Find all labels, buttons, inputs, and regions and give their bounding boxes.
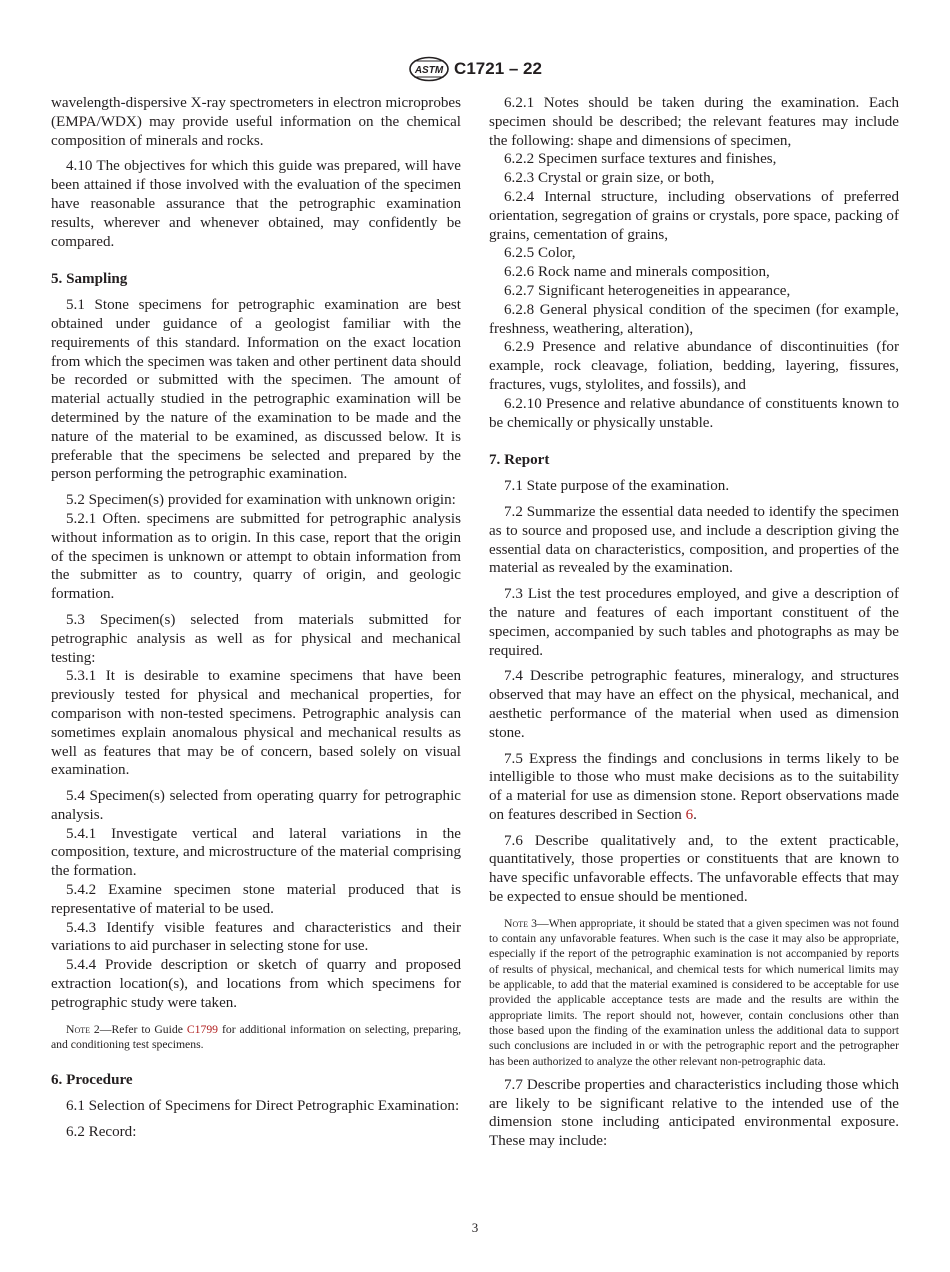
note-2-label: Note [66,1022,90,1036]
para-7-7: 7.7 Describe properties and characteristics including those which are likely to be significant relative to the intended use of the dimension stone including anticipated environmental exposure. These may include: [489,1076,899,1150]
para-5-2: 5.2 Specimen(s) provided for examination with unknown origin: [66,492,456,509]
right-column [489,94,899,1151]
para-6-2: 6.2 Record: [66,1123,137,1140]
para-4-10: 4.10 The objectives for which this guide was prepared, will have been attained if those involved with the evaluation of the specimen have reasonable assurance that the petrographic examination results, wherever and whenever obtained, may confidently be compared. [51,158,461,250]
para-7-5-text: 7.5 Express the findings and conclusions in terms likely to be intelligible to those who must make decisions as to the suitability of a material for use as dimension stone. Report observations made on features described in Section [489,750,899,823]
para-6-2-1: 6.2.1 Notes should be taken during the examination. Each specimen should be described; the relevant features may include the following: shape and dimensions of specimen, [489,95,899,149]
note-3 [489,916,899,1069]
para-7-3: 7.3 List the test procedures employed, and give a description of the nature and features of each important constituent of the specimen, accompanied by such tables and photographs as may be required. [489,586,899,659]
note-3-body: 3—When appropriate, it should be stated that a given specimen was not found to contain any unfavorable features. When such is the case it may also be appropriate, especially if the report of the petrographic examination is not accompanied by reports of results of physical, mechanical, and chemical tests for which numerical limits may be applicable, to add that the material examined is considered to be acceptable for use provided the applicable acceptance tests are made and the results are within the appropriate limits. The report should not, however, contain conclusions other than those based upon the finding of the examination unless the additional data to support such conclusions are included in or with the petrographic report and the petrographer has been authorized to analyze the other relevant non-petrographic data. [489,916,899,1068]
para-5-4: 5.4 Specimen(s) selected from operating quarry for petrographic analysis. [51,788,461,823]
para-6-2-2: 6.2.2 Specimen surface textures and finishes, [504,151,777,168]
page-header [0,54,950,84]
page-number: 3 [471,1220,479,1235]
para-6-2-6: 6.2.6 Rock name and minerals composition, [504,264,770,281]
para-5-2-1: 5.2.1 Often. specimens are submitted for petrographic analysis without information as to origin. In this case, report that the origin of the specimen is unknown or attempt to obtain information from the submitter as to country, quarry of origin, and geologic formation. [51,510,461,603]
astm-logo-text: ASTM [414,65,444,76]
section-6-link[interactable]: 6 [685,806,694,823]
para-6-2-8: 6.2.8 General physical condition of the specimen (for example, freshness, weathering, alteration), [489,301,899,337]
para-5-4-3: 5.4.3 Identify visible features and characteristics and their variations to aid purchaser in selecting stone for use. [51,919,461,955]
para-6-1: 6.1 Selection of Specimens for Direct Petrographic Examination: [66,1098,460,1115]
section-7-heading: 7. Report [489,452,550,469]
para-4-9-continued: wavelength-dispersive X-ray spectrometers in electron microprobes (EMPA/WDX) may provide useful information on the chemical composition of minerals and rocks. [51,95,461,149]
para-6-2-3: 6.2.3 Crystal or grain size, or both, [504,170,715,187]
para-7-1: 7.1 State purpose of the examination. [504,478,730,495]
note-2-pre: 2—Refer to Guide [90,1022,187,1036]
para-5-3-1: 5.3.1 It is desirable to examine specimens that have been previously tested for physical and mechanical properties, for comparison with non-tested specimens. Petrographic analysis can sometimes explain anomalous physical and mechanical results as well as features that may be of concern, based solely on visual examination. [51,668,461,779]
para-5-4-2: 5.4.2 Examine specimen stone material produced that is representative of material to be used. [51,882,461,917]
para-7-6: 7.6 Describe qualitatively and, to the extent practicable, quantitatively, those properties or constituents that are known to have specific unfavorable effects. The unfavorable effects that may be expected to ensue should be mentioned. [489,832,899,906]
para-7-4: 7.4 Describe petrographic features, mineralogy, and structures observed that may have an effect on the physical, mechanical, and aesthetic performance of the material when used as dimension stone. [489,668,899,741]
document-id: C1721 – 22 [454,59,542,78]
para-6-2-10: 6.2.10 Presence and relative abundance of constituents known to be chemically or physically unstable. [489,395,899,431]
left-column [51,94,461,1142]
astm-logo-icon [408,56,450,82]
c1799-link[interactable]: C1799 [186,1022,219,1036]
section-5-heading: 5. Sampling [51,271,128,288]
para-6-2-5: 6.2.5 Color, [504,245,576,262]
para-6-2-9: 6.2.9 Presence and relative abundance of discontinuities (for example, rock cleavage, foliation, bedding, layering, fissures, fractures, vugs, stylolites, and fossils), and [489,339,899,393]
para-7-5-end: . [693,806,697,823]
note-2-post: for additional information on selecting, preparing, and conditioning test specimens. [51,1022,461,1051]
para-6-2-7: 6.2.7 Significant heterogeneities in appearance, [504,282,791,299]
para-5-4-1: 5.4.1 Investigate vertical and lateral variations in the composition, texture, and microstructure of the material comprising the formation. [51,825,461,880]
para-5-1: 5.1 Stone specimens for petrographic examination are best obtained under guidance of a geologist familiar with the requirements of this standard. Information on the exact location from which the specimen was taken and other pertinent data should be recorded or submitted with the specimen. The amount of material actually studied in the petrographic examination will be determined by the nature of the examination to be made and the nature of the material to be examined, as discussed below. It is preferable that the specimens be selected and prepared by the person performing the petrographic examination. [51,297,461,483]
para-5-4-4: 5.4.4 Provide description or sketch of quarry and proposed extraction location(s), and locations from which specimens for petrographic study were taken. [51,957,461,1011]
para-7-5 [489,750,899,825]
para-7-2: 7.2 Summarize the essential data needed to identify the specimen as to source and proposed use, and include a description giving the essential data on characteristics, composition, and properties of the material as revealed by the examination. [489,503,899,577]
para-6-2-4: 6.2.4 Internal structure, including observations of preferred orientation, segregation of grains or crystals, pore space, packing of grains, cementation of grains, [489,188,899,243]
note-2 [51,1022,461,1053]
para-5-3: 5.3 Specimen(s) selected from materials submitted for petrographic analysis as well as for physical and mechanical testing: [51,611,461,666]
note-3-label: Note [504,916,528,930]
section-6-heading: 6. Procedure [51,1072,133,1089]
